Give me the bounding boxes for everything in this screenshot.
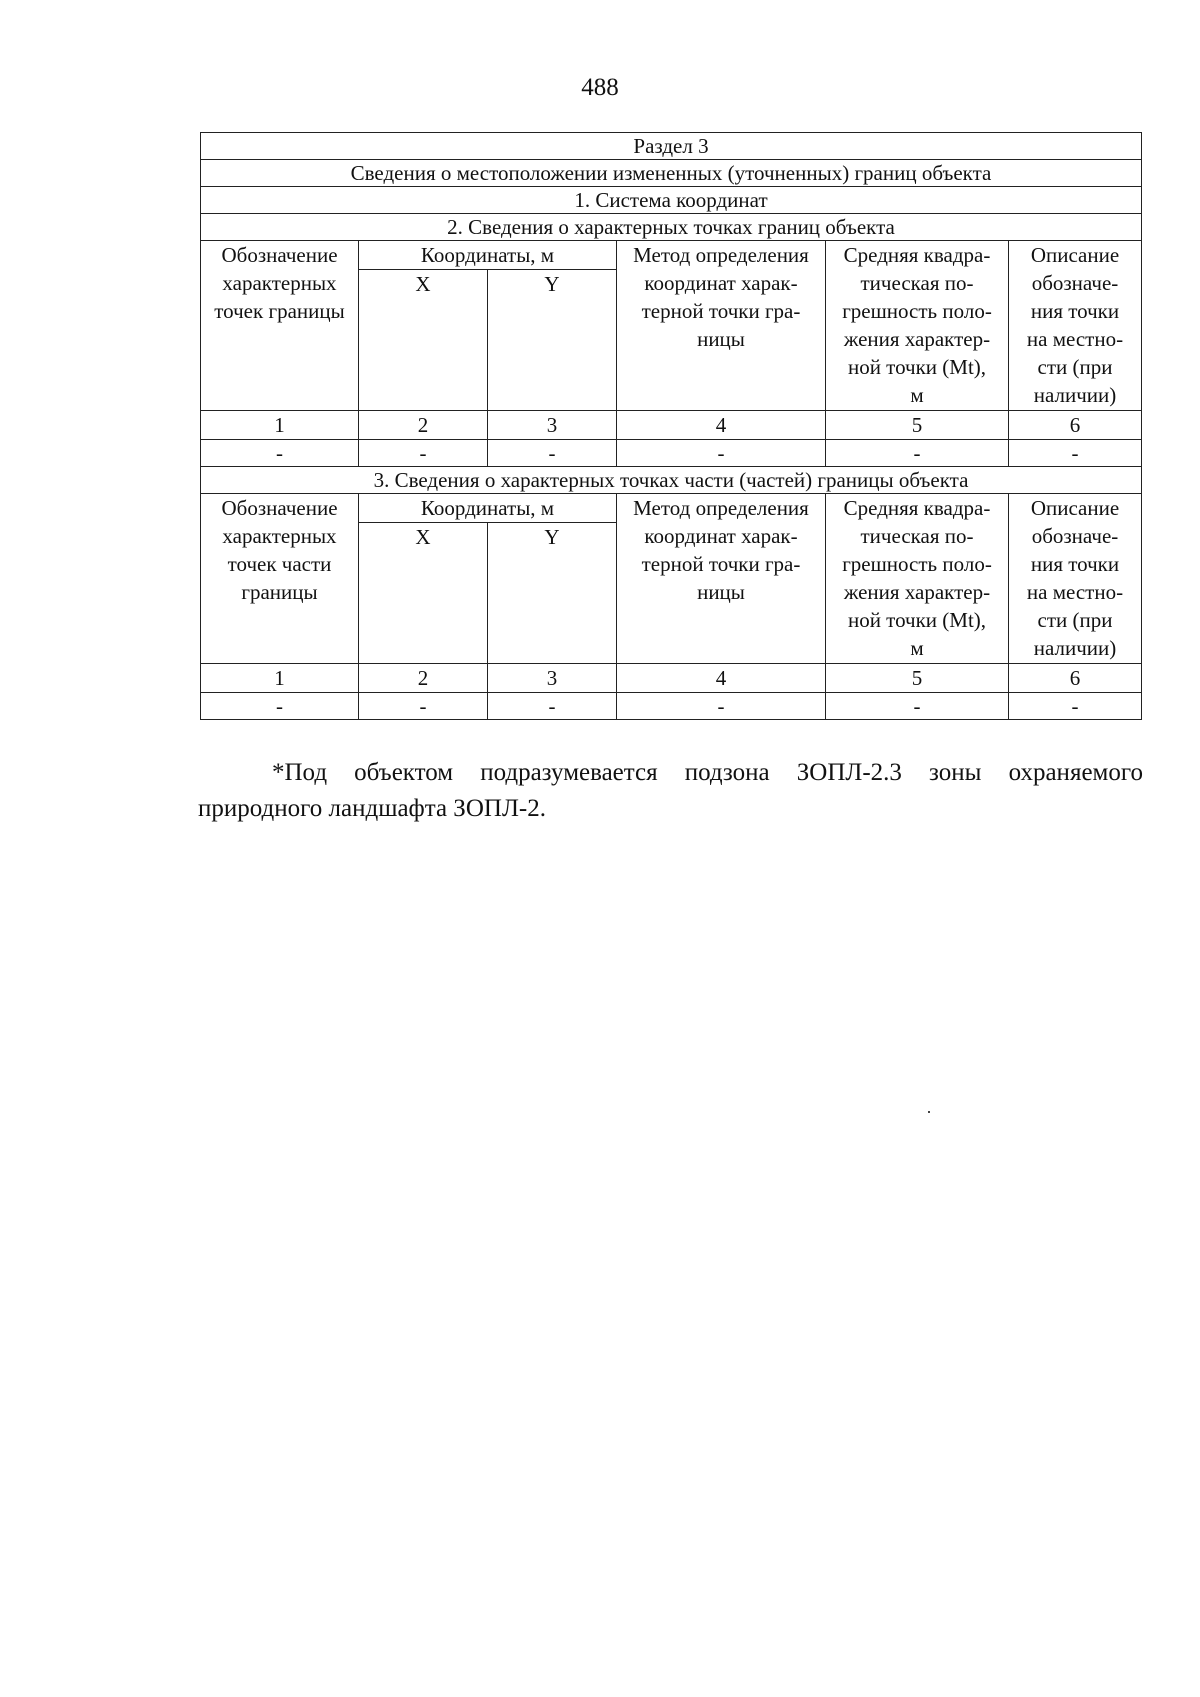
table-cell: - — [488, 693, 617, 720]
coordinates-table — [200, 132, 1142, 720]
header-line: ния точки — [1030, 299, 1120, 323]
footnote — [198, 755, 1143, 827]
column-number: 1 — [201, 411, 359, 440]
header-line: м — [910, 636, 924, 660]
header-line: Обозначение — [221, 496, 338, 520]
header-line: ния точки — [1030, 552, 1120, 576]
header-line: тическая по- — [860, 271, 974, 295]
header-line: Описание — [1030, 496, 1120, 520]
header-line: обозначе- — [1031, 271, 1119, 295]
header-line: ной точки (Mt), — [847, 355, 987, 379]
header-line: точек части — [227, 552, 332, 576]
subsection-coordinate-system: 1. Система координат — [201, 187, 1142, 214]
column-number: 5 — [826, 664, 1009, 693]
header-line: ницы — [697, 327, 745, 351]
header-line: терной точки гра- — [641, 552, 801, 576]
table-cell: - — [617, 440, 826, 467]
section-title: Раздел 3 — [201, 133, 1142, 160]
header-designation — [201, 494, 359, 664]
table-cell: - — [488, 440, 617, 467]
header-line: на местно- — [1026, 327, 1124, 351]
header-line: жения характер- — [843, 580, 991, 604]
footnote-line-1: *Под объектом подразумевается подзона ЗОПЛ-2.3 зоны охраняемого — [272, 759, 1143, 786]
header-line: ницы — [697, 580, 745, 604]
column-number: 2 — [359, 411, 488, 440]
header-coordinates: Координаты, м — [359, 494, 617, 523]
header-line: сти (при — [1037, 608, 1113, 632]
header-line: жения характер- — [843, 327, 991, 351]
header-designation — [201, 241, 359, 411]
header-line: Средняя квадра- — [843, 496, 991, 520]
header-line: тическая по- — [860, 524, 974, 548]
header-description — [1009, 494, 1142, 664]
header-error — [826, 241, 1009, 411]
header-line: грешность поло- — [842, 552, 992, 576]
header-line: терной точки гра- — [641, 299, 801, 323]
header-line: грешность поло- — [842, 299, 992, 323]
header-line: обозначе- — [1031, 524, 1119, 548]
header-line: сти (при — [1037, 355, 1113, 379]
header-line: точек границы — [214, 299, 345, 323]
table-cell: - — [1009, 693, 1142, 720]
header-y: Y — [488, 523, 617, 664]
header-x: X — [359, 523, 488, 664]
header-line: характерных — [222, 271, 337, 295]
header-description — [1009, 241, 1142, 411]
header-x: X — [359, 270, 488, 411]
header-line: ной точки (Mt), — [847, 608, 987, 632]
column-number: 3 — [488, 664, 617, 693]
header-coordinates: Координаты, м — [359, 241, 617, 270]
column-number: 1 — [201, 664, 359, 693]
column-number: 3 — [488, 411, 617, 440]
footnote-line-2: природного ландшафта ЗОПЛ-2. — [198, 795, 546, 822]
header-line: Обозначение — [221, 243, 338, 267]
subsection-part-points: 3. Сведения о характерных точках части (частей) границы объекта — [201, 467, 1142, 494]
table-cell: - — [826, 440, 1009, 467]
header-line: наличии) — [1033, 383, 1117, 407]
table-cell: - — [1009, 440, 1142, 467]
table-row — [201, 693, 1142, 720]
table-cell: - — [201, 693, 359, 720]
header-line: характерных — [222, 524, 337, 548]
header-line: Средняя квадра- — [843, 243, 991, 267]
header-method — [617, 241, 826, 411]
table-row — [201, 440, 1142, 467]
header-line: м — [910, 383, 924, 407]
header-y: Y — [488, 270, 617, 411]
column-number: 2 — [359, 664, 488, 693]
column-number: 4 — [617, 664, 826, 693]
column-number: 6 — [1009, 664, 1142, 693]
table-cell: - — [617, 693, 826, 720]
header-line: координат харак- — [644, 271, 798, 295]
main-title: Сведения о местоположении измененных (уточненных) границ объекта — [201, 160, 1142, 187]
header-line: координат харак- — [644, 524, 798, 548]
table-cell: - — [359, 693, 488, 720]
header-line: на местно- — [1026, 580, 1124, 604]
table-cell: - — [201, 440, 359, 467]
header-line: границы — [241, 580, 318, 604]
scan-speck — [928, 1111, 930, 1113]
column-number: 5 — [826, 411, 1009, 440]
header-line: наличии) — [1033, 636, 1117, 660]
header-line: Описание — [1030, 243, 1120, 267]
column-number: 6 — [1009, 411, 1142, 440]
subsection-boundary-points: 2. Сведения о характерных точках границ объекта — [201, 214, 1142, 241]
column-number: 4 — [617, 411, 826, 440]
header-method — [617, 494, 826, 664]
header-line: Метод определения — [633, 496, 809, 520]
table-cell: - — [826, 693, 1009, 720]
table-cell: - — [359, 440, 488, 467]
page-number: 488 — [581, 74, 619, 101]
header-error — [826, 494, 1009, 664]
header-line: Метод определения — [633, 243, 809, 267]
